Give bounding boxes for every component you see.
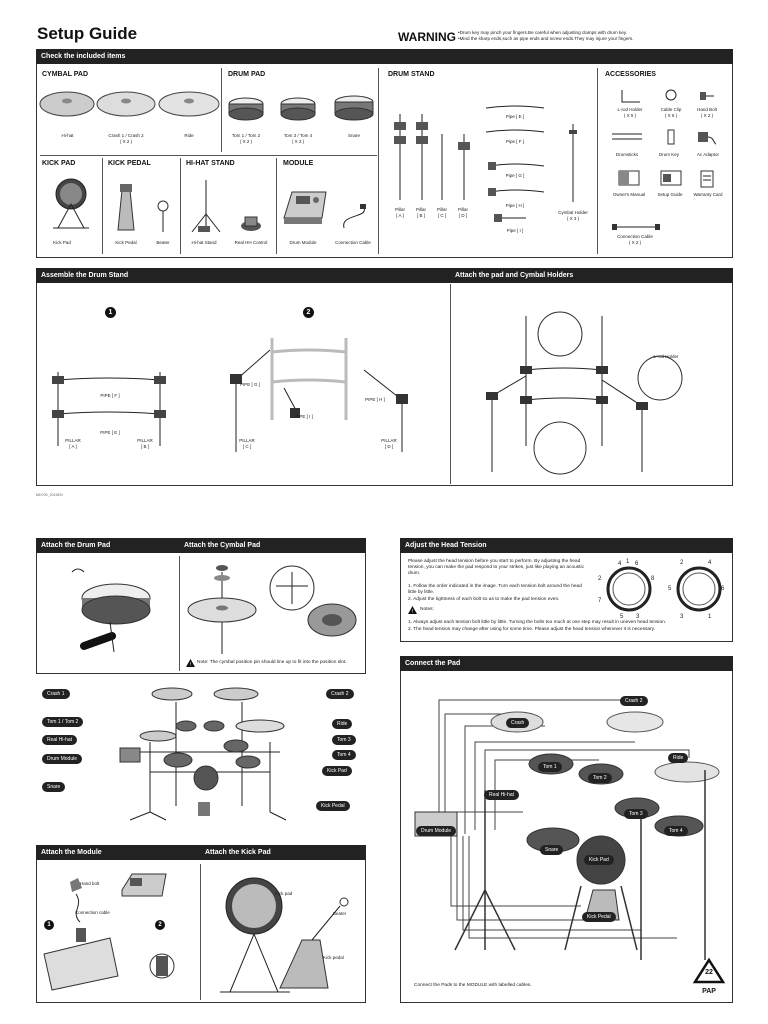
dial8-bolt-8: 8 bbox=[651, 576, 655, 582]
kick-pedal-heading: KICK PEDAL bbox=[108, 160, 151, 167]
pipe-e-label: Pipe [ E ] bbox=[505, 114, 525, 119]
beater-image bbox=[155, 200, 171, 234]
pipe-f-label: Pipe [ F ] bbox=[505, 139, 524, 144]
tension-dial-6-image bbox=[676, 566, 725, 612]
hh-control-image bbox=[240, 212, 262, 232]
connect-label-ride: Ride bbox=[668, 753, 688, 763]
pipe-g-assemble-label: PIPE [ G ] bbox=[239, 382, 260, 387]
connect-label-tom-3: Tom 3 bbox=[624, 809, 648, 819]
connect-label-crash: Crash bbox=[506, 718, 529, 728]
layout-label-crash-1: Crash 1 bbox=[42, 689, 70, 699]
owners-manual-icon bbox=[618, 170, 640, 186]
warranty-card-icon bbox=[700, 170, 714, 188]
kick-pedal-label: Kick Pedal bbox=[115, 240, 137, 245]
pillar-a-tag: [ A ] bbox=[396, 213, 404, 218]
pillar-a-label: Pillar bbox=[394, 207, 405, 212]
module-step-2-badge: 2 bbox=[155, 920, 165, 930]
drum-stand-pillars-image bbox=[392, 108, 478, 204]
head-tension-step-2: 2. Adjust the tightness of each bolt so as to make the pad tension even. bbox=[408, 597, 560, 602]
lrod-holder-label: L-rod Holder bbox=[617, 107, 643, 112]
hihat-stand-heading: HI-HAT STAND bbox=[186, 160, 235, 167]
warning-text bbox=[458, 30, 738, 42]
pipe-e-assemble-label: PIPE [ E ] bbox=[100, 430, 120, 435]
svg-text:!: ! bbox=[189, 662, 192, 668]
hh-control-label: Real HH Control bbox=[234, 240, 268, 245]
dial6-bolt-2: 2 bbox=[680, 560, 684, 566]
owners-manual-label: Owner's Manual bbox=[612, 192, 646, 197]
attach-module-bar: Attach the Module bbox=[36, 845, 366, 860]
connect-label-kick-pad: Kick Pad bbox=[584, 855, 614, 865]
pillar-a-assemble-label: PILLAR bbox=[65, 438, 81, 443]
connect-label-kick-pedal: Kick Pedal bbox=[582, 912, 616, 922]
cable-clip-label: Cable Clip bbox=[660, 107, 682, 112]
cymbal-pad-heading: CYMBAL PAD bbox=[42, 71, 89, 78]
cymbal-pad-mount-image bbox=[188, 558, 360, 660]
layout-label-drum-module: Drum Module bbox=[42, 754, 82, 764]
pillar-c-tag: [ C ] bbox=[437, 213, 447, 218]
connect-label-real-hihat: Real Hi-hat bbox=[484, 790, 519, 800]
attach-holders-bar-title: Attach the pad and Cymbal Holders bbox=[455, 272, 574, 279]
connect-label-crash-2: Crash 2 bbox=[620, 696, 648, 706]
pillar-b-assemble-tag: [ B ] bbox=[140, 444, 149, 449]
dial8-bolt-2: 2 bbox=[598, 576, 602, 582]
layout-label-tom-4: Tom 4 bbox=[332, 750, 356, 760]
drum-pad-heading: DRUM PAD bbox=[228, 71, 266, 78]
kick-pad-heading: KICK PAD bbox=[42, 160, 76, 167]
dial6-bolt-4: 4 bbox=[708, 560, 712, 566]
dial6-bolt-6: 6 bbox=[721, 586, 725, 592]
pillar-b-assemble-label: PILLAR bbox=[137, 438, 153, 443]
tension-dial-8-image bbox=[606, 566, 655, 612]
cable-clip-qty: ( X 6 ) bbox=[664, 113, 678, 118]
pipe-h-label: Pipe [ H ] bbox=[505, 203, 525, 208]
connect-wiring-image bbox=[405, 690, 727, 990]
pillar-b-tag: [ B ] bbox=[416, 213, 425, 218]
hand-bolt-icon bbox=[698, 90, 716, 102]
layout-label-snare: Snare bbox=[42, 782, 65, 792]
kick-pedal-image bbox=[112, 182, 140, 232]
attach-cymbal-pad-bar-title: Attach the Cymbal Pad bbox=[184, 542, 261, 549]
notes-title: Notes: bbox=[420, 607, 434, 612]
kick-pedal-mount-label: Kick pedal bbox=[323, 955, 344, 960]
connection-cable-acc-label: Connection Cable bbox=[617, 234, 653, 239]
drum-pad-snare-label: Snare bbox=[347, 133, 360, 138]
head-tension-note-1: 1. Always adjust each tension bolt little by little. Turning the bolts too much at one step may result in uneven head tension. bbox=[408, 620, 667, 625]
page-title: Setup Guide bbox=[37, 24, 138, 43]
dial6-bolt-1: 1 bbox=[708, 614, 712, 620]
beater-label: Beater bbox=[156, 240, 170, 245]
cymbal-ride-image bbox=[158, 84, 220, 124]
module-mount-image bbox=[40, 866, 194, 998]
pillar-d-label: Pillar bbox=[457, 207, 468, 212]
dial8-bolt-1: 1 bbox=[626, 559, 630, 565]
connection-cable-image bbox=[340, 204, 370, 232]
setup-guide-label: Setup Guide bbox=[657, 192, 683, 197]
drumsticks-icon bbox=[610, 130, 644, 142]
pipe-i-assemble-label: PIPE [ I ] bbox=[295, 414, 313, 419]
recycle-code: PAP bbox=[702, 988, 716, 995]
drumsticks-label: Drumsticks bbox=[615, 152, 639, 157]
pipe-g-label: Pipe [ G ] bbox=[505, 173, 525, 178]
layout-label-ride: Ride bbox=[332, 719, 352, 729]
pillar-d-assemble-label: PILLAR bbox=[381, 438, 397, 443]
drum-pad-tom34-image bbox=[280, 96, 316, 124]
connection-cable-acc-qty: ( X 2 ) bbox=[628, 240, 642, 245]
drum-stand-heading: DRUM STAND bbox=[388, 71, 435, 78]
pillar-c-label: Pillar bbox=[436, 207, 447, 212]
dial8-bolt-6: 6 bbox=[635, 561, 639, 567]
connect-label-tom-4: Tom 4 bbox=[664, 826, 688, 836]
beater-mount-label: Beater bbox=[333, 911, 347, 916]
drum-pad-snare-image bbox=[334, 94, 374, 124]
cable-clip-icon bbox=[664, 88, 678, 104]
head-tension-step-1: 1. Follow the order indicated in the image. Turn each tension bolt around the head little by little. bbox=[408, 584, 582, 595]
svg-text:!: ! bbox=[411, 609, 414, 615]
pillar-b-label: Pillar bbox=[415, 207, 426, 212]
drum-kit-overview-image bbox=[110, 682, 320, 822]
hand-bolt-qty: ( X 2 ) bbox=[700, 113, 714, 118]
pipe-h-assemble-label: PIPE [ H ] bbox=[365, 397, 385, 402]
dial8-bolt-3: 3 bbox=[636, 614, 640, 620]
pillar-c-assemble-tag: [ C ] bbox=[242, 444, 252, 449]
dial6-bolt-5: 5 bbox=[668, 586, 672, 592]
connection-cable-module-label: Connection cable bbox=[75, 910, 110, 915]
cymbal-position-note: Note: The cymbal position pin should line up to fit into the position slot. bbox=[197, 660, 347, 665]
warranty-card-label: Warranty Card bbox=[693, 192, 723, 197]
recycle-number: 22 bbox=[705, 969, 713, 976]
hihat-stand-label: Hi-hat Stand bbox=[191, 240, 217, 245]
included-items-bar: Check the included items bbox=[36, 49, 733, 64]
cymbal-holder-qty: ( X 3 ) bbox=[566, 216, 580, 221]
accessories-heading: ACCESSORIES bbox=[605, 71, 656, 78]
drum-key-icon bbox=[664, 128, 678, 146]
layout-label-tom-3: Tom 3 bbox=[332, 735, 356, 745]
stand-with-holders-image bbox=[478, 296, 668, 480]
lrod-holder-icon bbox=[618, 88, 642, 104]
layout-label-kick-pedal: Kick Pedal bbox=[316, 801, 350, 811]
hand-bolt-label: Hand Bolt bbox=[697, 107, 717, 112]
cymbal-holder-label: Cymbal Holder bbox=[558, 210, 588, 215]
layout-label-real-hihat: Real Hi-hat bbox=[42, 735, 77, 745]
pipe-f-assemble-label: PIPE [ F ] bbox=[100, 393, 120, 398]
cymbal-hihat-label: Hi-hat bbox=[61, 133, 74, 138]
lrod-holder-assemble-label: L-rod Holder bbox=[653, 354, 679, 359]
connect-pad-bar: Connect the Pad bbox=[400, 656, 733, 671]
connect-label-drum-module: Drum Module bbox=[416, 826, 456, 836]
kick-pad-mount-label: Kick pad bbox=[275, 891, 293, 896]
drum-pad-tom12-label: Tom 1 / Tom 2 bbox=[231, 133, 261, 138]
module-heading: MODULE bbox=[283, 160, 314, 167]
drum-key-label: Drum Key bbox=[658, 152, 679, 157]
kick-pad-image bbox=[48, 176, 94, 232]
dial8-bolt-5: 5 bbox=[620, 614, 624, 620]
cymbal-ride-label: Ride bbox=[184, 133, 194, 138]
pipe-i-label: Pipe [ I ] bbox=[506, 228, 524, 233]
pillar-d-tag: [ D ] bbox=[458, 213, 468, 218]
setup-guide-icon bbox=[660, 170, 682, 186]
head-tension-bar: Adjust the Head Tension bbox=[400, 538, 733, 553]
module-step-1-badge: 1 bbox=[44, 920, 54, 930]
cymbal-crash-qty: ( X 2 ) bbox=[119, 139, 133, 144]
connect-footer-text: Connect the Pads to the MODULE with labelled cables. bbox=[414, 983, 532, 988]
layout-label-tom12: Tom 1 / Tom 2 bbox=[42, 717, 83, 727]
document-code: MD700_2016EN bbox=[36, 493, 63, 497]
warning-line: •Drum key may pinch your fingers.Be careful when adjusting clamps with drum key. bbox=[458, 30, 628, 35]
cymbal-hihat-image bbox=[40, 84, 95, 124]
drum-module-image bbox=[282, 188, 328, 228]
warning-line: •Mind the sharp ends,such as pipe ends and screw ends.They may injure your fingers. bbox=[458, 36, 634, 41]
attach-drum-pad-bar: Attach the Drum Pad bbox=[36, 538, 366, 553]
kick-pad-label: Kick Pad bbox=[53, 240, 71, 245]
cymbal-crash-image bbox=[96, 84, 156, 124]
assemble-drum-stand-bar: Assemble the Drum Stand bbox=[36, 268, 733, 283]
pillar-d-assemble-tag: [ D ] bbox=[384, 444, 394, 449]
connect-label-tom-2: Tom 2 bbox=[588, 773, 612, 783]
warning-title: WARNING bbox=[398, 30, 456, 44]
connect-label-snare: Snare bbox=[540, 845, 563, 855]
dial8-bolt-7: 7 bbox=[598, 598, 602, 604]
drum-pad-tom12-image bbox=[228, 96, 264, 124]
head-tension-intro: Please adjust the head tension before you start to perform. By adjusting the head tension, you can make the pad respond to your strikes, just like playing an acoustic drum. bbox=[408, 559, 584, 576]
layout-label-crash-2: Crash 2 bbox=[326, 689, 354, 699]
ac-adaptor-icon bbox=[696, 128, 718, 146]
drum-pad-mount-image bbox=[60, 562, 172, 664]
connect-label-tom-1: Tom 1 bbox=[538, 762, 562, 772]
connection-cable-label: Connection Cable bbox=[335, 240, 371, 245]
notes-warning-icon bbox=[408, 606, 417, 614]
lrod-holder-qty: ( X 5 ) bbox=[623, 113, 637, 118]
dial8-bolt-4: 4 bbox=[618, 561, 622, 567]
connection-cable-acc-icon bbox=[612, 222, 660, 232]
pillar-c-assemble-label: PILLAR bbox=[239, 438, 255, 443]
pillar-a-assemble-tag: [ A ] bbox=[69, 444, 77, 449]
cymbal-crash-label: Crash 1 / Crash 2 bbox=[108, 133, 144, 138]
cymbal-holder-image bbox=[566, 120, 580, 206]
dial6-bolt-3: 3 bbox=[680, 614, 684, 620]
drum-pad-tom12-qty: ( X 2 ) bbox=[239, 139, 253, 144]
head-tension-note-2: 2. The head tension may change after using for some time. Please adjust the head tension whenever it is necessary. bbox=[408, 627, 656, 632]
drum-module-label: Drum Module bbox=[289, 240, 317, 245]
layout-label-kick-pad: Kick Pad bbox=[322, 766, 352, 776]
step-1-badge: 1 bbox=[105, 307, 116, 318]
ac-adaptor-label: Ac Adaptor bbox=[696, 152, 719, 157]
attach-kick-pad-bar-title: Attach the Kick Pad bbox=[205, 849, 271, 856]
hand-bolt-module-label: Hand bolt bbox=[80, 881, 100, 886]
hihat-stand-image bbox=[188, 178, 224, 234]
drum-pad-tom34-label: Tom 3 / Tom 4 bbox=[283, 133, 313, 138]
step-2-badge: 2 bbox=[303, 307, 314, 318]
drum-pad-tom34-qty: ( X 2 ) bbox=[291, 139, 305, 144]
warning-triangle-icon bbox=[186, 659, 195, 667]
